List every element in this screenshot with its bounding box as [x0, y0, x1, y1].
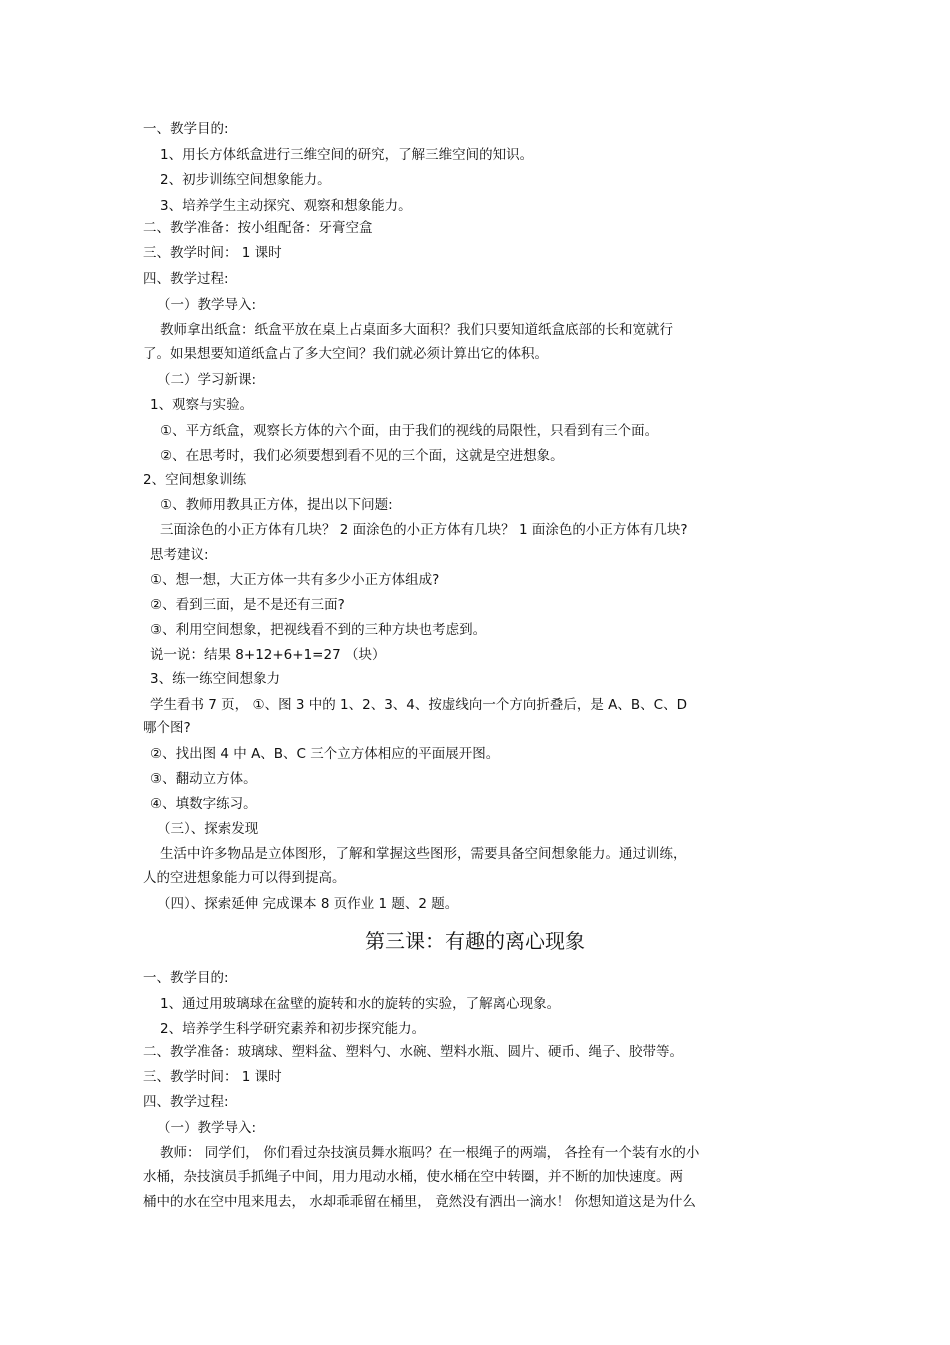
goal-item: 1、通过用玻璃球在盆壁的旋转和水的旋转的实验，了解离心现象。	[160, 996, 561, 1012]
heading-teaching-goals: 一、教学目的:	[143, 121, 229, 137]
list-item: ④、填数字练习。	[150, 796, 257, 812]
paragraph-line: 了。如果想要知道纸盒占了多大空间？我们就必须计算出它的体积。	[143, 346, 548, 362]
subheading: （一）教学导入:	[157, 297, 257, 313]
subheading: 思考建议:	[150, 547, 209, 563]
list-item: ②、找出图 4 中 A、B、C 三个立方体相应的平面展开图。	[150, 746, 500, 762]
subheading: （二）学习新课:	[157, 372, 257, 388]
goal-item: 1、用长方体纸盒进行三维空间的研究，了解三维空间的知识。	[160, 147, 534, 163]
question-line: 三面涂色的小正方体有几块？ 2 面涂色的小正方体有几块？ 1 面涂色的小正方体有几块?	[160, 522, 688, 538]
paragraph-line: 学生看书 7 页， ①、图 3 中的 1、2、3、4、按虚线向一个方向折叠后，是 A、B、C、D	[150, 697, 687, 713]
paragraph-line: 教师： 同学们， 你们看过杂技演员舞水瓶吗？在一根绳子的两端， 各拴有一个装有水的小	[160, 1145, 700, 1161]
heading-teaching-time: 三、教学时间： 1 课时	[143, 1069, 282, 1085]
paragraph-line: 教师拿出纸盒：纸盒平放在桌上占桌面多大面积？我们只要知道纸盒底部的长和宽就行	[160, 322, 673, 338]
heading-teaching-time: 三、教学时间： 1 课时	[143, 245, 282, 261]
heading-teaching-process: 四、教学过程:	[143, 271, 229, 287]
subheading: （三）、探索发现	[157, 821, 259, 837]
list-item: ①、想一想，大正方体一共有多少小正方体组成?	[150, 572, 440, 588]
paragraph-line: 哪个图?	[143, 720, 191, 736]
paragraph-line: 人的空进想象能力可以得到提高。	[143, 870, 346, 886]
heading-teaching-process: 四、教学过程:	[143, 1094, 229, 1110]
heading-teaching-prep: 二、教学准备：按小组配备：牙膏空盒	[143, 220, 373, 236]
goal-item: 2、初步训练空间想象能力。	[160, 172, 331, 188]
list-item: 3、练一练空间想象力	[150, 671, 281, 687]
list-item: ①、教师用教具正方体，提出以下问题:	[160, 497, 393, 513]
list-item: 2、空间想象训练	[143, 472, 247, 488]
list-item: ②、看到三面，是不是还有三面?	[150, 597, 345, 613]
lesson-title: 第三课：有趣的离心现象	[365, 929, 585, 953]
goal-item: 2、培养学生科学研究素养和初步探究能力。	[160, 1021, 426, 1037]
goal-item: 3、培养学生主动探究、观察和想象能力。	[160, 198, 412, 214]
list-item: ②、在思考时，我们必须要想到看不见的三个面，这就是空进想象。	[160, 448, 564, 464]
heading-teaching-goals: 一、教学目的:	[143, 970, 229, 986]
heading-teaching-prep: 二、教学准备：玻璃球、塑料盆、塑料勺、水碗、塑料水瓶、圆片、硬币、绳子、胶带等。	[143, 1044, 683, 1060]
paragraph-line: 水桶，杂技演员手抓绳子中间，用力甩动水桶，使水桶在空中转圈，并不断的加快速度。两	[143, 1169, 683, 1185]
list-item: ③、利用空间想象，把视线看不到的三种方块也考虑到。	[150, 622, 487, 638]
list-item: 1、观察与实验。	[150, 397, 254, 413]
list-item: ③、翻动立方体。	[150, 771, 257, 787]
subheading: （一）教学导入:	[157, 1120, 257, 1136]
paragraph-line: 桶中的水在空中甩来甩去， 水却乖乖留在桶里， 竟然没有洒出一滴水！ 你想知道这是为什么	[143, 1194, 696, 1210]
subheading: （四）、探索延伸 完成课本 8 页作业 1 题、2 题。	[157, 896, 459, 912]
paragraph-line: 说一说：结果 8+12+6+1=27 （块）	[150, 647, 386, 663]
list-item: ①、平方纸盒，观察长方体的六个面，由于我们的视线的局限性，只看到有三个面。	[160, 423, 659, 439]
paragraph-line: 生活中许多物品是立体图形，了解和掌握这些图形，需要具备空间想象能力。通过训练，	[160, 846, 687, 862]
